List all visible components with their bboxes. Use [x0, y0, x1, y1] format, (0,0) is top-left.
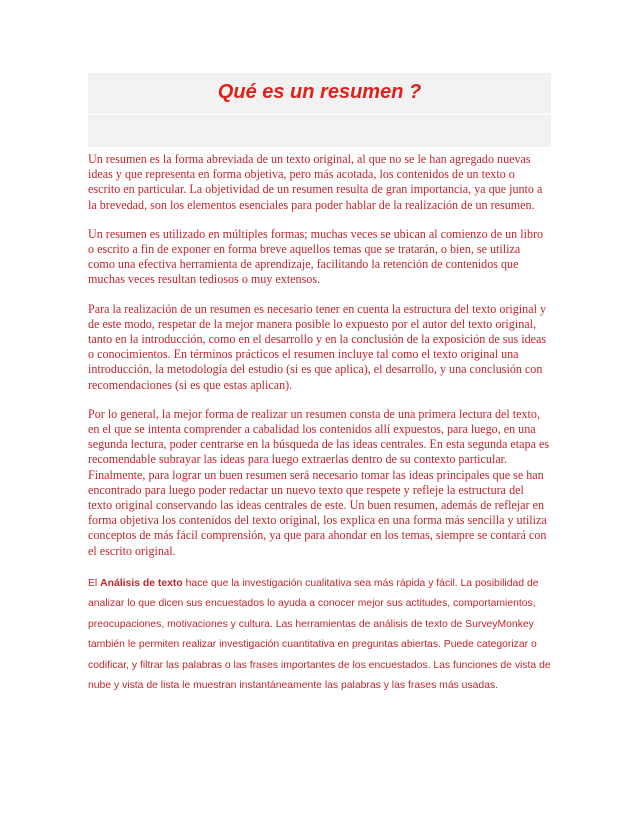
paragraph-uses: Un resumen es utilizado en múltiples formas; muchas veces se ubican al comienzo de un libro o escrito a fin de exponer en forma breve aquellos temas que se tratarán, o bien, se utiliza como una efectiva herramienta de aprendizaje, facilitando la retención de contenidos que muchas veces resultan tediosos o muy extensos. [88, 226, 544, 287]
analysis-prefix: El [88, 578, 101, 589]
analysis-bold-term: Análisis de texto [100, 578, 183, 589]
paragraph-method: Por lo general, la mejor forma de realizar un resumen consta de una primera lectura del texto, en el que se intenta comprender a cabalidad los contenidos allí expuestos, para luego, en una segunda lectura, poder centrarse en la búsqueda de las ideas centrales. En esta segunda etapa es recomendable subrayar las ideas para luego extraerlas dentro de su contexto particular. Finalmente, para lograr un buen resumen será necesario tomar las ideas principales que se han encontrado para luego poder redactar un nuevo texto que respete y refleje la estructura del texto original conservando las ideas centrales de este. Un buen resumen, además de reflejar en forma objetiva los contenidos del texto original, los explica en una forma más sencilla y utiliza conceptos de más fácil comprensión, ya que para ahondar en los temas, siempre se contará con el escrito original. [88, 406, 550, 558]
analysis-rest: hace que la investigación cualitativa sea más rápida y fácil. La posibilidad de analizar lo que dicen sus encuestados lo ayuda a conocer mejor sus actitudes, comportamientos, preocupaciones, motivaciones y cultura. Las herramientas de análisis de texto de SurveyMonkey también le permiten realizar investigación cuantitativa en preguntas abiertas. Puede categorizar o codificar, y filtrar las palabras o las frases importantes de los encuestados. Las funciones de vista de nube y vista de lista le muestran instantáneamente las palabras y las frases más usadas. [88, 578, 551, 692]
band-divider [88, 114, 551, 115]
page-title: Qué es un resumen ? [217, 81, 422, 103]
document-body [88, 152, 550, 573]
paragraph-text-analysis [88, 574, 552, 696]
paragraph-definition: Un resumen es la forma abreviada de un texto original, al que no se le han agregado nuevas ideas y que representa en forma objetiva, pero más acotada, los contenidos de un texto o escrito en particular. La objetividad de un resumen resulta de gran importancia, ya que junto a la brevedad, son los elementos esenciales para poder hablar de la realización de un resumen. [88, 152, 543, 212]
paragraph-structure: Para la realización de un resumen es necesario tener en cuenta la estructura del texto original y de este modo, respetar de la mejor manera posible lo expuesto por el autor del texto original, tanto en la introducción, como en el desarrollo y en la conclusión de la exposición de sus ideas o conocimientos. En términos prácticos el resumen incluye tal como el texto original una introducción, la metodología del estudio (si es que aplica), el desarrollo, y una conclusión con recomendaciones (si es que estas aplican). [88, 301, 547, 392]
title-band [88, 73, 551, 147]
